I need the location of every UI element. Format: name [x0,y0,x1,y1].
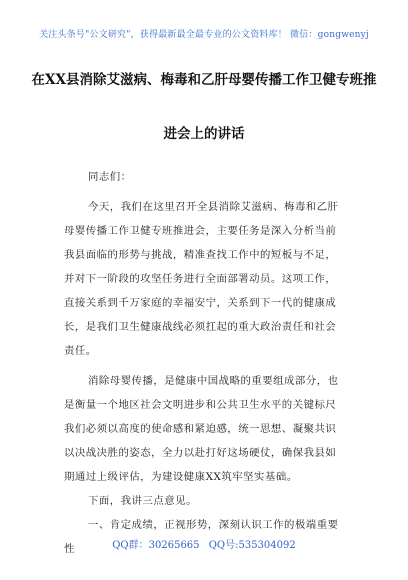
body-line: 下面，我讲三点意见。 [88,495,197,507]
document-title-line-1: 在XX县消除艾滋病、梅毒和乙肝母婴传播工作卫健专班推 [31,72,377,88]
salutation: 同志们： [88,171,132,183]
body-line: 直接关系到千万家庭的幸福安宁，关系到下一代的健康成 [64,297,337,309]
document-title-line-2: 进会上的讲话 [163,126,245,142]
body-line: 是衡量一个地区社会文明进步和公共卫生水平的关键标尺 [64,399,337,411]
body-line: 长，是我们卫生健康战线必须扛起的重大政治责任和社会 [64,321,337,333]
body-line: 我县面临的形势与挑战，精准查找工作中的短板与不足， [64,249,337,261]
footer-contact [0,536,408,551]
body-line: 消除母婴传播，是健康中国战略的重要组成部分，也 [88,375,339,387]
body-line: 我们必须以高度的使命感和紧迫感，统一思想、凝聚共识 [64,423,337,435]
footer-qq-number: QQ号:535304092 [208,540,296,551]
section-heading: 一、肯定成绩，正视形势，深刻认识工作的极端重要 [88,519,339,531]
header-promo-note: 关注头条号"公文研究"，获得最新最全最专业的公文资料库！ 微信：gongwenyj [39,30,369,40]
section-heading-continued: 性 [64,543,75,555]
footer-qq-group: QQ群：30265665 [112,540,200,551]
body-line: 期通过上级评估，为建设健康XX筑牢坚实基础。 [64,471,298,483]
body-line: 今天，我们在这里召开全县消除艾滋病、梅毒和乙肝 [88,201,339,213]
body-line: 责任。 [64,345,97,357]
body-line: 母婴传播工作卫健专班推进会，主要任务是深入分析当前 [64,225,337,237]
body-line: 以决战决胜的姿态，全力以赴打好这场硬仗，确保我县如 [64,447,337,459]
body-line: 并对下一阶段的攻坚任务进行全面部署动员。这项工作， [64,273,337,285]
